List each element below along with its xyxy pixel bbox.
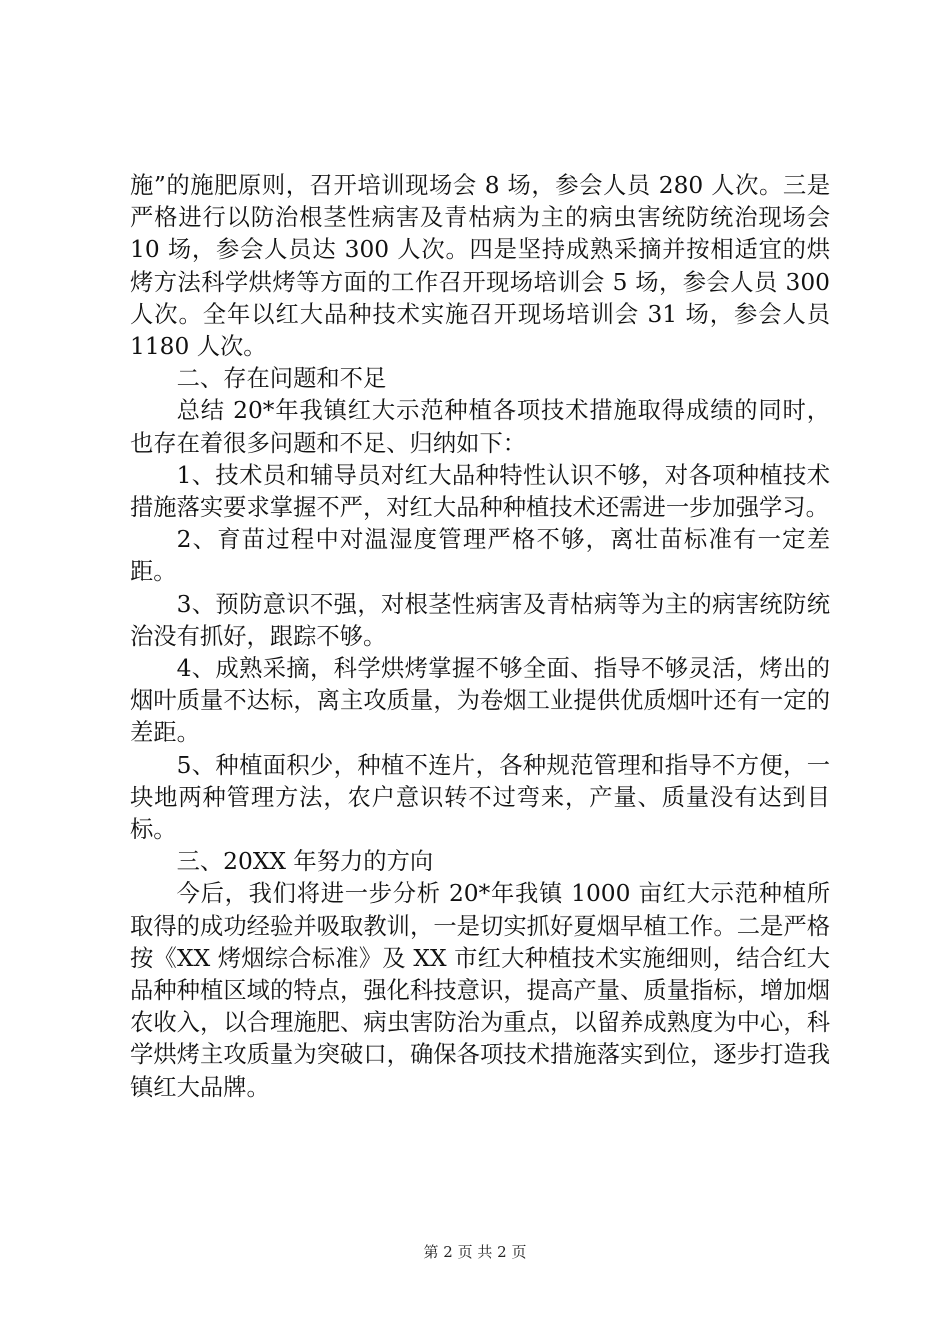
page-footer: 第 2 页 共 2 页 bbox=[423, 1243, 527, 1261]
section-heading-problems: 二、存在问题和不足 bbox=[176, 365, 387, 393]
paragraph-continuation: 施”的施肥原则，召开培训现场会 8 场，参会人员 280 人次。三是严格进行以防治根茎性病害及青枯病为主的病虫害统防统治现场会 10 场，参会人员达 300 人次。四是坚持成熟采摘并按相适宜的烘烤方法科学烘烤等方面的工作召开现场培训会 5 场，参会人员 300 人次。全年以红大品种技术实施召开现场培训会 31 场，参会人员 1180 人次。 bbox=[130, 172, 830, 361]
paragraph-direction: 今后，我们将进一步分析 20*年我镇 1000 亩红大示范种植所取得的成功经验并吸取教训，一是切实抓好夏烟早植工作。二是严格按《XX 烤烟综合标准》及 XX 市红大种植技术实施细则，结合红大品种种植区域的特点，强化科技意识，提高产量、质量指标，增加烟农收入，以合理施肥、病虫害防治为重点，以留养成熟度为中心，科学烘烤主攻质量为突破口，确保各项技术措施落实到位，逐步打造我镇红大品牌。 bbox=[130, 880, 830, 1101]
paragraph-problem-3: 3、预防意识不强，对根茎性病害及青枯病等为主的病害统防统治没有抓好，跟踪不够。 bbox=[130, 590, 830, 650]
paragraph-problem-5: 5、种植面积少，种植不连片，各种规范管理和指导不方便，一块地两种管理方法，农户意识转不过弯来，产量、质量没有达到目标。 bbox=[130, 751, 830, 844]
document-body bbox=[130, 170, 830, 1104]
paragraph-problem-2: 2、育苗过程中对温湿度管理严格不够，离壮苗标准有一定差距。 bbox=[130, 526, 830, 586]
paragraph-problem-4: 4、成熟采摘，科学烘烤掌握不够全面、指导不够灵活，烤出的烟叶质量不达标，离主攻质量，为卷烟工业提供优质烟叶还有一定的差距。 bbox=[130, 655, 830, 747]
section-heading-direction: 三、20XX 年努力的方向 bbox=[176, 848, 434, 876]
paragraph-problem-1: 1、技术员和辅导员对红大品种特性认识不够，对各项种植技术措施落实要求掌握不严，对红大品种种植技术还需进一步加强学习。 bbox=[130, 461, 830, 522]
paragraph-summary: 总结 20*年我镇红大示范种植各项技术措施取得成绩的同时，也存在着很多问题和不足、归纳如下： bbox=[130, 397, 830, 457]
